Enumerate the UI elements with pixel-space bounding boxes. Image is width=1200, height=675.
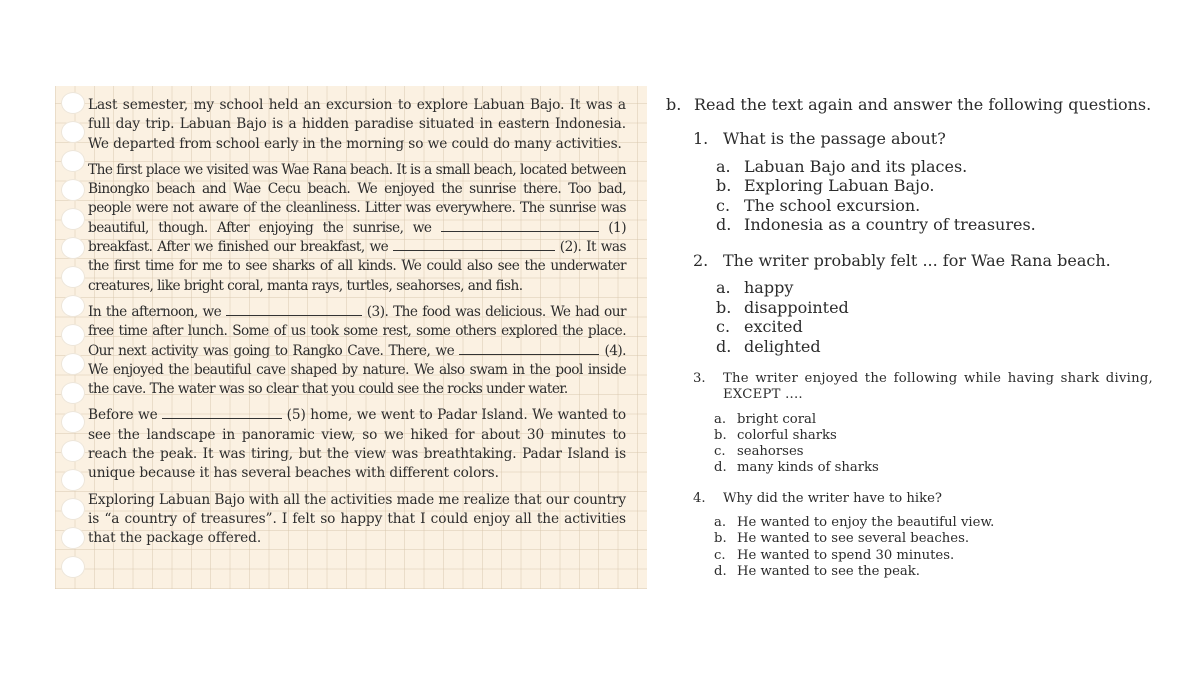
questions-section (666, 94, 1166, 580)
option-text: He wanted to see several beaches. (737, 531, 970, 547)
question-2 (666, 251, 1166, 271)
option-b (714, 428, 1166, 444)
option-letter: d. (716, 336, 732, 356)
section-label: b. (666, 95, 682, 114)
question-1 (666, 129, 1166, 149)
answer-blank-1 (441, 219, 599, 232)
binder-hole-decoration (61, 92, 85, 114)
binder-hole-decoration (61, 150, 85, 172)
story-text-segment: (1) breakfast. After we finished our breakfast, we (88, 219, 626, 256)
option-letter: b. (714, 531, 727, 547)
answer-blank-3 (226, 303, 362, 316)
question-4 (666, 491, 1166, 507)
option-letter: d. (716, 215, 732, 234)
option-d (714, 460, 1166, 476)
story-paragraph-4 (88, 406, 626, 483)
question-number: 2. (693, 250, 709, 270)
option-c (716, 317, 1166, 337)
binder-hole-decoration (61, 353, 85, 375)
option-text: The school excursion. (744, 195, 921, 215)
story-paragraph-2 (88, 161, 626, 296)
option-text: disappointed (744, 297, 849, 317)
question-text: What is the passage about? (723, 129, 946, 148)
question-number: 4. (693, 490, 706, 506)
binder-hole-decoration (61, 266, 85, 288)
option-letter: c. (714, 547, 726, 563)
story-text-segment: (3). The food was delicious. We had our free time after lunch. Some of us took some rest, some others explored the place. Our next activity was going to Rangko Cave. There, we (88, 303, 626, 359)
option-text: seahorses (737, 444, 804, 460)
story-text (88, 96, 626, 556)
option-text: Labuan Bajo and its places. (744, 156, 968, 176)
question-number: 1. (693, 129, 709, 148)
option-letter: b. (716, 297, 732, 317)
binder-hole-decoration (61, 411, 85, 433)
binder-hole-decoration (61, 324, 85, 346)
option-letter: c. (716, 317, 731, 336)
option-text: Indonesia as a country of treasures. (744, 215, 1036, 234)
option-a (714, 515, 1166, 531)
binder-hole-decoration (61, 208, 85, 230)
binder-hole-decoration (61, 179, 85, 201)
option-b (714, 531, 1166, 547)
story-text-segment: The first place we visited was Wae Rana beach. It is a small beach, located between Binongko beach and Wae Cecu beach. We enjoyed the sunrise there. Too bad, people were not aware of the cleanliness. Litter was everywhere. The sunrise was beautiful, though. After enjoying the sunrise, we (88, 161, 626, 236)
option-letter: a. (714, 515, 727, 531)
binder-hole-decoration (61, 121, 85, 143)
binder-hole-decoration (61, 469, 85, 491)
question-2-options (716, 278, 1166, 356)
question-3-options (714, 412, 1166, 477)
binder-hole-decoration (61, 295, 85, 317)
question-3 (666, 371, 1166, 404)
binder-hole-decoration (61, 382, 85, 404)
option-text: Exploring Labuan Bajo. (744, 176, 935, 195)
story-text-segment: (4). We enjoyed the beautiful cave shaped by nature. We also swam in the pool inside the cave. The water was so clear that you could see the rocks under water. (88, 342, 626, 398)
option-letter: a. (714, 411, 727, 427)
option-d (716, 215, 1166, 235)
option-text: excited (744, 317, 803, 336)
option-text: many kinds of sharks (737, 460, 879, 476)
binder-hole-decoration (61, 237, 85, 259)
option-b (716, 176, 1166, 196)
story-text-segment: Before we (88, 407, 158, 424)
binder-hole-decoration (61, 527, 85, 549)
section-instruction (666, 94, 1166, 116)
story-paragraph-1: Last semester, my school held an excursion to explore Labuan Bajo. It was a full day trip. Labuan Bajo is a hidden paradise situated in eastern Indonesia. We departed from school early in the morning so we could do many activities. (88, 97, 626, 152)
option-c (716, 196, 1166, 216)
option-letter: a. (716, 156, 731, 176)
answer-blank-5 (162, 406, 282, 419)
option-text: He wanted to see the peak. (737, 563, 920, 579)
option-letter: b. (714, 427, 727, 443)
option-a (714, 412, 1166, 428)
option-text: happy (744, 278, 794, 297)
question-text: Why did the writer have to hike? (723, 490, 942, 506)
option-text: bright coral (737, 411, 817, 427)
question-text: The writer probably felt ... for Wae Rana beach. (723, 250, 1111, 270)
option-d (714, 564, 1166, 580)
story-text-segment: (5) home, we went to Padar Island. We wanted to see the landscape in panoramic view, so we hiked for about 30 minutes to reach the peak. It was tiring, but the view was breathtaking. Padar Island is unique because it has several beaches with different colors. (88, 407, 626, 482)
option-d (716, 337, 1166, 357)
option-letter: d. (714, 460, 727, 476)
option-a (716, 157, 1166, 177)
option-letter: c. (716, 195, 731, 215)
option-letter: d. (714, 563, 727, 579)
question-text: The writer enjoyed the following while having shark diving, EXCEPT .... (723, 371, 1153, 403)
option-c (714, 444, 1166, 460)
story-text-segment: In the afternoon, we (88, 303, 222, 320)
option-b (716, 298, 1166, 318)
option-letter: a. (716, 278, 731, 297)
binder-hole-decoration (61, 556, 85, 578)
question-1-options (716, 157, 1166, 235)
binder-hole-decoration (61, 440, 85, 462)
answer-blank-2 (393, 238, 555, 251)
question-number: 3. (693, 371, 706, 386)
answer-blank-4 (459, 342, 599, 355)
story-paragraph-3 (88, 303, 626, 399)
story-paragraph-5: Exploring Labuan Bajo with all the activities made me realize that our country is “a country of treasures”. I felt so happy that I could enjoy all the activities that the package offered. (88, 491, 626, 547)
option-letter: b. (716, 176, 732, 195)
option-a (716, 278, 1166, 298)
option-letter: c. (714, 444, 726, 460)
option-text: colorful sharks (737, 427, 837, 443)
option-text: He wanted to spend 30 minutes. (737, 547, 955, 563)
question-4-options (714, 515, 1166, 580)
option-text: delighted (744, 336, 821, 356)
binder-hole-decoration (61, 498, 85, 520)
story-text-segment: (2). It was the first time for me to see sharks of all kinds. We could also see the underwater creatures, like bright coral, manta rays, turtles, seahorses, and fish. (88, 239, 626, 294)
option-text: He wanted to enjoy the beautiful view. (737, 515, 995, 531)
option-c (714, 548, 1166, 564)
instruction-text: Read the text again and answer the following questions. (694, 95, 1152, 114)
